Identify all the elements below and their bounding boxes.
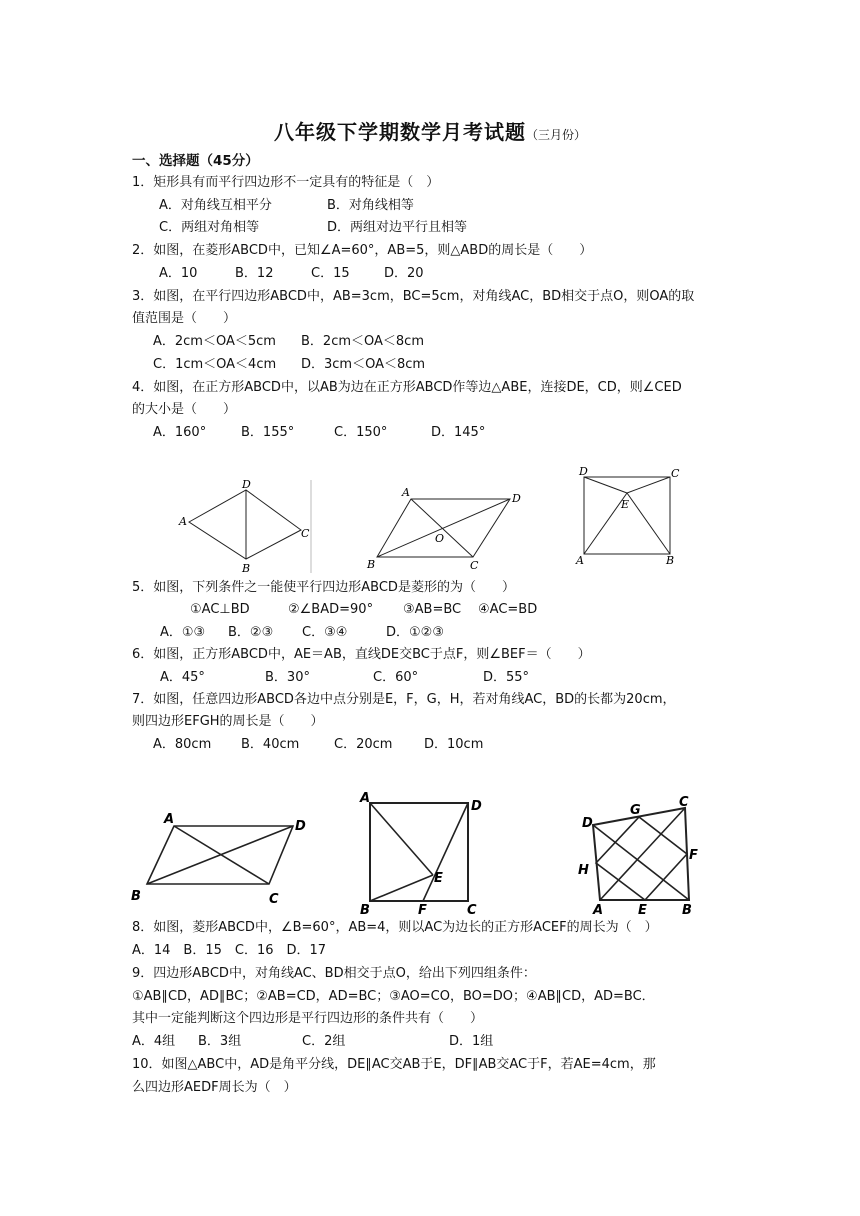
q4-option-b: B．155° (241, 425, 295, 440)
q6-option-b: B．30° (265, 670, 310, 685)
q2-option-c: C．15 (311, 266, 350, 281)
q6-option-a: A．45° (160, 670, 205, 685)
q2-option-b: B．12 (235, 266, 274, 281)
fig6-label-b: B (682, 903, 692, 918)
q6-option-d: D．55° (483, 670, 530, 685)
fig3-label-e: E (621, 498, 630, 511)
fig5-label-a: A (360, 791, 371, 806)
fig2-label-o: O (435, 532, 445, 545)
q3-stem-line2: 值范围是（ ） (132, 311, 237, 326)
fig1-label-a: A (179, 515, 187, 528)
q10-stem-line1: 10．如图△ABC中，AD是角平分线，DE∥AC交AB于E，DF∥AB交AC于F，若AE=4cm，那 (132, 1057, 656, 1072)
figure-square-line-def (355, 788, 495, 916)
figure-rhombus-abcd (170, 475, 315, 575)
q2-stem: 2．如图，在菱形ABCD中，已知∠A=60°，AB=5，则△ABD的周长是（ ） (132, 243, 593, 258)
fig6-label-d: D (582, 816, 593, 831)
q7-stem-line2: 则四边形EFGH的周长是（ ） (132, 714, 324, 729)
q3-option-b: B．2cm＜OA＜8cm (301, 334, 424, 349)
q3-option-a: A．2cm＜OA＜5cm (153, 334, 276, 349)
q8-stem: 8．如图，菱形ABCD中，∠B=60°，AB=4，则以AC为边长的正方形ACEF的周长为（ ） (132, 920, 658, 935)
q2-option-a: A．10 (159, 266, 198, 281)
q9-option-b: B．3组 (198, 1034, 242, 1049)
fig3-label-a: A (576, 554, 584, 567)
fig1-label-c: C (301, 527, 310, 540)
q5-option-a: A．①③ (160, 625, 206, 640)
q3-option-c: C．1cm＜OA＜4cm (153, 357, 277, 372)
q5-condition-1: ①AC⊥BD (190, 602, 250, 617)
fig6-label-e: E (638, 903, 647, 918)
fig1-label-b: B (242, 562, 251, 575)
fig2-label-a: A (402, 486, 410, 499)
fig4-label-c: C (269, 892, 279, 906)
q9-option-a: A．4组 (132, 1034, 176, 1049)
figure-parallelogram-diagonals (128, 806, 318, 906)
q9-conditions: ①AB∥CD，AD∥BC；②AB=CD，AD=BC；③AO=CO，BO=DO；④AB∥CD，AD=BC． (132, 989, 655, 1004)
q5-option-b: B．②③ (228, 625, 274, 640)
fig3-label-b: B (666, 554, 675, 567)
q9-question: 其中一定能判断这个四边形是平行四边形的条件共有（ ） (132, 1011, 484, 1026)
q9-option-d: D．1组 (449, 1034, 494, 1049)
q8-options: A．14 B．15 C．16 D．17 (132, 943, 327, 958)
q1-option-c: C．两组对角相等 (159, 220, 260, 235)
figure-quadrilateral-midpoints (575, 793, 710, 918)
fig3-label-c: C (671, 467, 680, 480)
q4-option-a: A．160° (153, 425, 207, 440)
q1-option-a: A．对角线互相平分 (159, 198, 272, 213)
q5-stem: 5．如图，下列条件之一能使平行四边形ABCD是菱形的为（ ） (132, 580, 515, 595)
q4-option-c: C．150° (334, 425, 388, 440)
fig5-label-d: D (471, 799, 482, 814)
q7-option-c: C．20cm (334, 737, 393, 752)
q1-option-b: B．对角线相等 (327, 198, 414, 213)
fig3-label-d: D (579, 465, 588, 478)
fig4-label-b: B (131, 889, 141, 904)
fig6-label-f: F (689, 848, 698, 863)
q10-stem-line2: 么四边形AEDF周长为（ ） (132, 1080, 297, 1095)
q4-option-d: D．145° (431, 425, 486, 440)
fig6-label-c: C (679, 795, 689, 810)
q4-stem-line1: 4．如图，在正方形ABCD中，以AB为边在正方形ABCD作等边△ABE，连接DE，CD，则∠CED (132, 380, 682, 395)
q6-stem: 6．如图，正方形ABCD中，AE＝AB，直线DE交BC于点F，则∠BEF＝（ ） (132, 647, 591, 662)
q9-option-c: C．2组 (302, 1034, 346, 1049)
figure-parallelogram-abcd-o (360, 482, 530, 572)
q5-condition-4: ④AC=BD (478, 602, 538, 617)
fig5-label-c: C (467, 903, 477, 916)
q5-option-c: C．③④ (302, 625, 348, 640)
q1-stem: 1．矩形具有而平行四边形不一定具有的特征是（ ） (132, 175, 440, 190)
q2-option-d: D．20 (384, 266, 424, 281)
q6-option-c: C．60° (373, 670, 419, 685)
q1-option-d: D．两组对边平行且相等 (327, 220, 468, 235)
fig4-label-d: D (295, 819, 306, 834)
exam-title (0, 116, 860, 145)
figure-square-equilateral (570, 464, 690, 570)
fig6-label-a: A (593, 903, 604, 918)
q7-option-d: D．10cm (424, 737, 484, 752)
fig5-label-e: E (434, 871, 443, 886)
fig2-label-c: C (470, 559, 479, 572)
q7-option-a: A．80cm (153, 737, 212, 752)
q3-stem-line1: 3．如图，在平行四边形ABCD中，AB=3cm，BC=5cm，对角线AC，BD相交于点O，则OA的取 (132, 289, 695, 304)
title-main: 八年级下学期数学月考试题 (273, 120, 526, 144)
q7-stem-line1: 7．如图，任意四边形ABCD各边中点分别是E，F，G，H，若对角线AC，BD的长都为20cm， (132, 692, 676, 707)
fig6-label-g: G (630, 803, 641, 818)
fig2-label-d: D (512, 492, 521, 505)
q4-stem-line2: 的大小是（ ） (132, 402, 237, 417)
fig1-label-d: D (242, 478, 251, 491)
q7-option-b: B．40cm (241, 737, 300, 752)
section-heading: 一、选择题（45分） (132, 153, 259, 169)
q5-option-d: D．①②③ (386, 625, 444, 640)
q5-condition-2: ②∠BAD=90° (288, 602, 374, 617)
fig6-label-h: H (578, 863, 589, 878)
q3-option-d: D．3cm＜OA＜8cm (301, 357, 426, 372)
fig2-label-b: B (367, 558, 376, 571)
fig5-label-b: B (360, 903, 370, 916)
q5-condition-3: ③AB=BC (403, 602, 462, 617)
title-sub: （三月份） (525, 128, 586, 142)
fig5-label-f: F (418, 903, 427, 916)
fig4-label-a: A (164, 812, 175, 827)
q9-stem: 9．四边形ABCD中，对角线AC、BD相交于点O，给出下列四组条件： (132, 966, 536, 981)
